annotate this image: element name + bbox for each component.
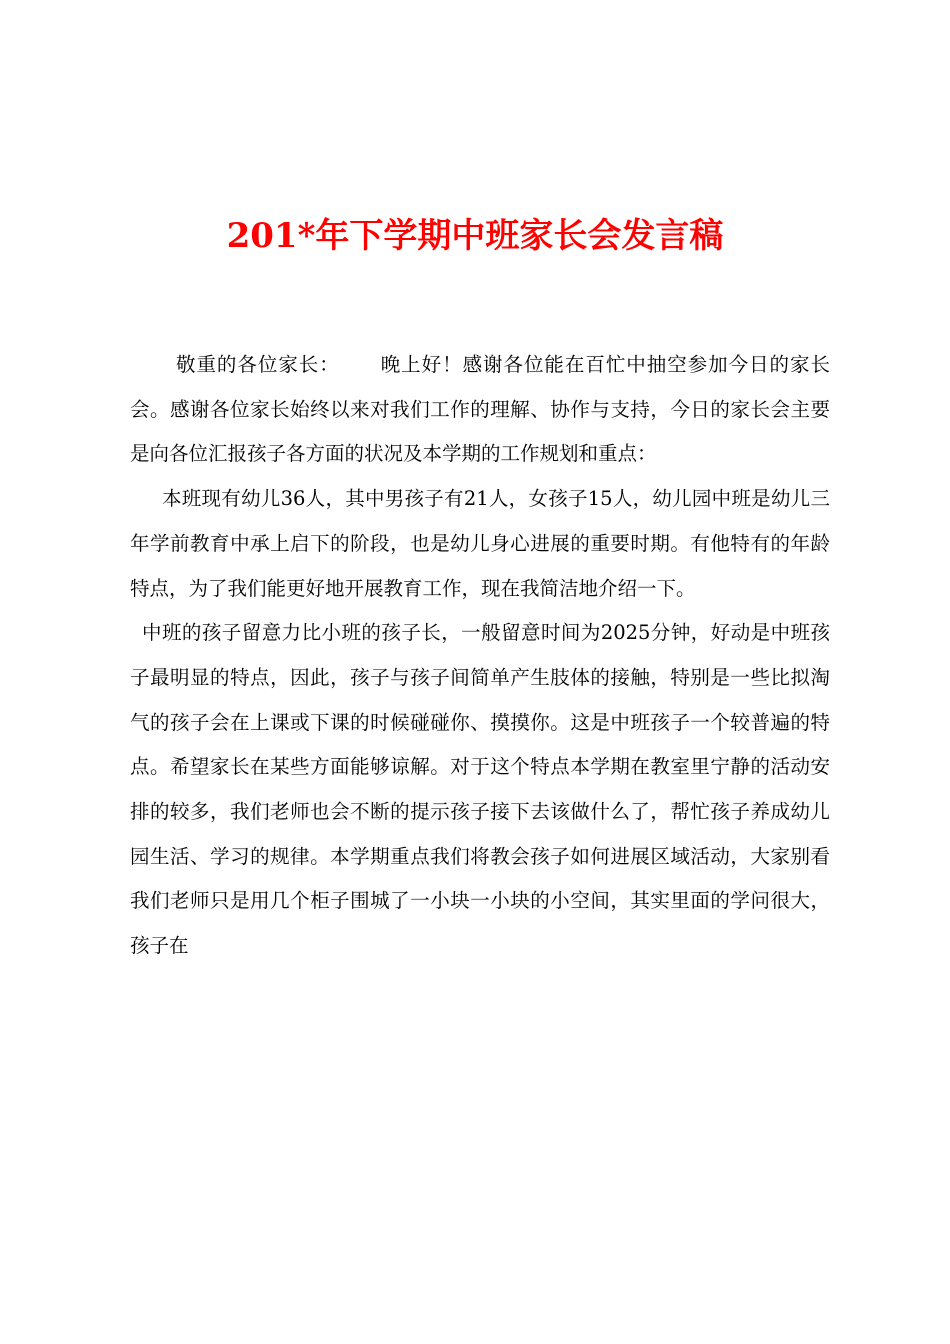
greeting-text: 敬重的各位家长：	[176, 353, 340, 376]
document-title: 201*年下学期中班家长会发言稿	[226, 216, 724, 256]
paragraph-2: 本班现有幼儿36人，其中男孩子有21人，女孩子15人，幼儿园中班是幼儿三年学前教育中承上启下的阶段，也是幼儿身心进展的重要时期。有他特有的年龄特点，为了我们能更好地开展教育工作，现在我简洁地介绍一下。	[130, 487, 830, 600]
paragraph-1-text: 晚上好！感谢各位能在百忙中抽空参加今日的家长会。感谢各位家长始终以来对我们工作的理解、协作与支持，今日的家长会主要是向各位汇报孩子各方面的状况及本学期的工作规划和重点：	[130, 353, 830, 466]
document-body	[130, 343, 830, 969]
paragraph-greeting	[130, 343, 830, 477]
paragraph-3: 中班的孩子留意力比小班的孩子长，一般留意时间为2025分钟，好动是中班孩子最明显的特点，因此，孩子与孩子间简单产生肢体的接触，特别是一些比拟淘气的孩子会在上课或下课的时候碰碰你、摸摸你。这是中班孩子一个较普遍的特点。希望家长在某些方面能够谅解。对于这个特点本学期在教室里宁静的活动安排的较多，我们老师也会不断的提示孩子接下去该做什么了，帮忙孩子养成幼儿园生活、学习的规律。本学期重点我们将教会孩子如何进展区域活动，大家别看我们老师只是用几个柜子围城了一小块一小块的小空间，其实里面的学问很大，孩子在	[130, 621, 830, 958]
